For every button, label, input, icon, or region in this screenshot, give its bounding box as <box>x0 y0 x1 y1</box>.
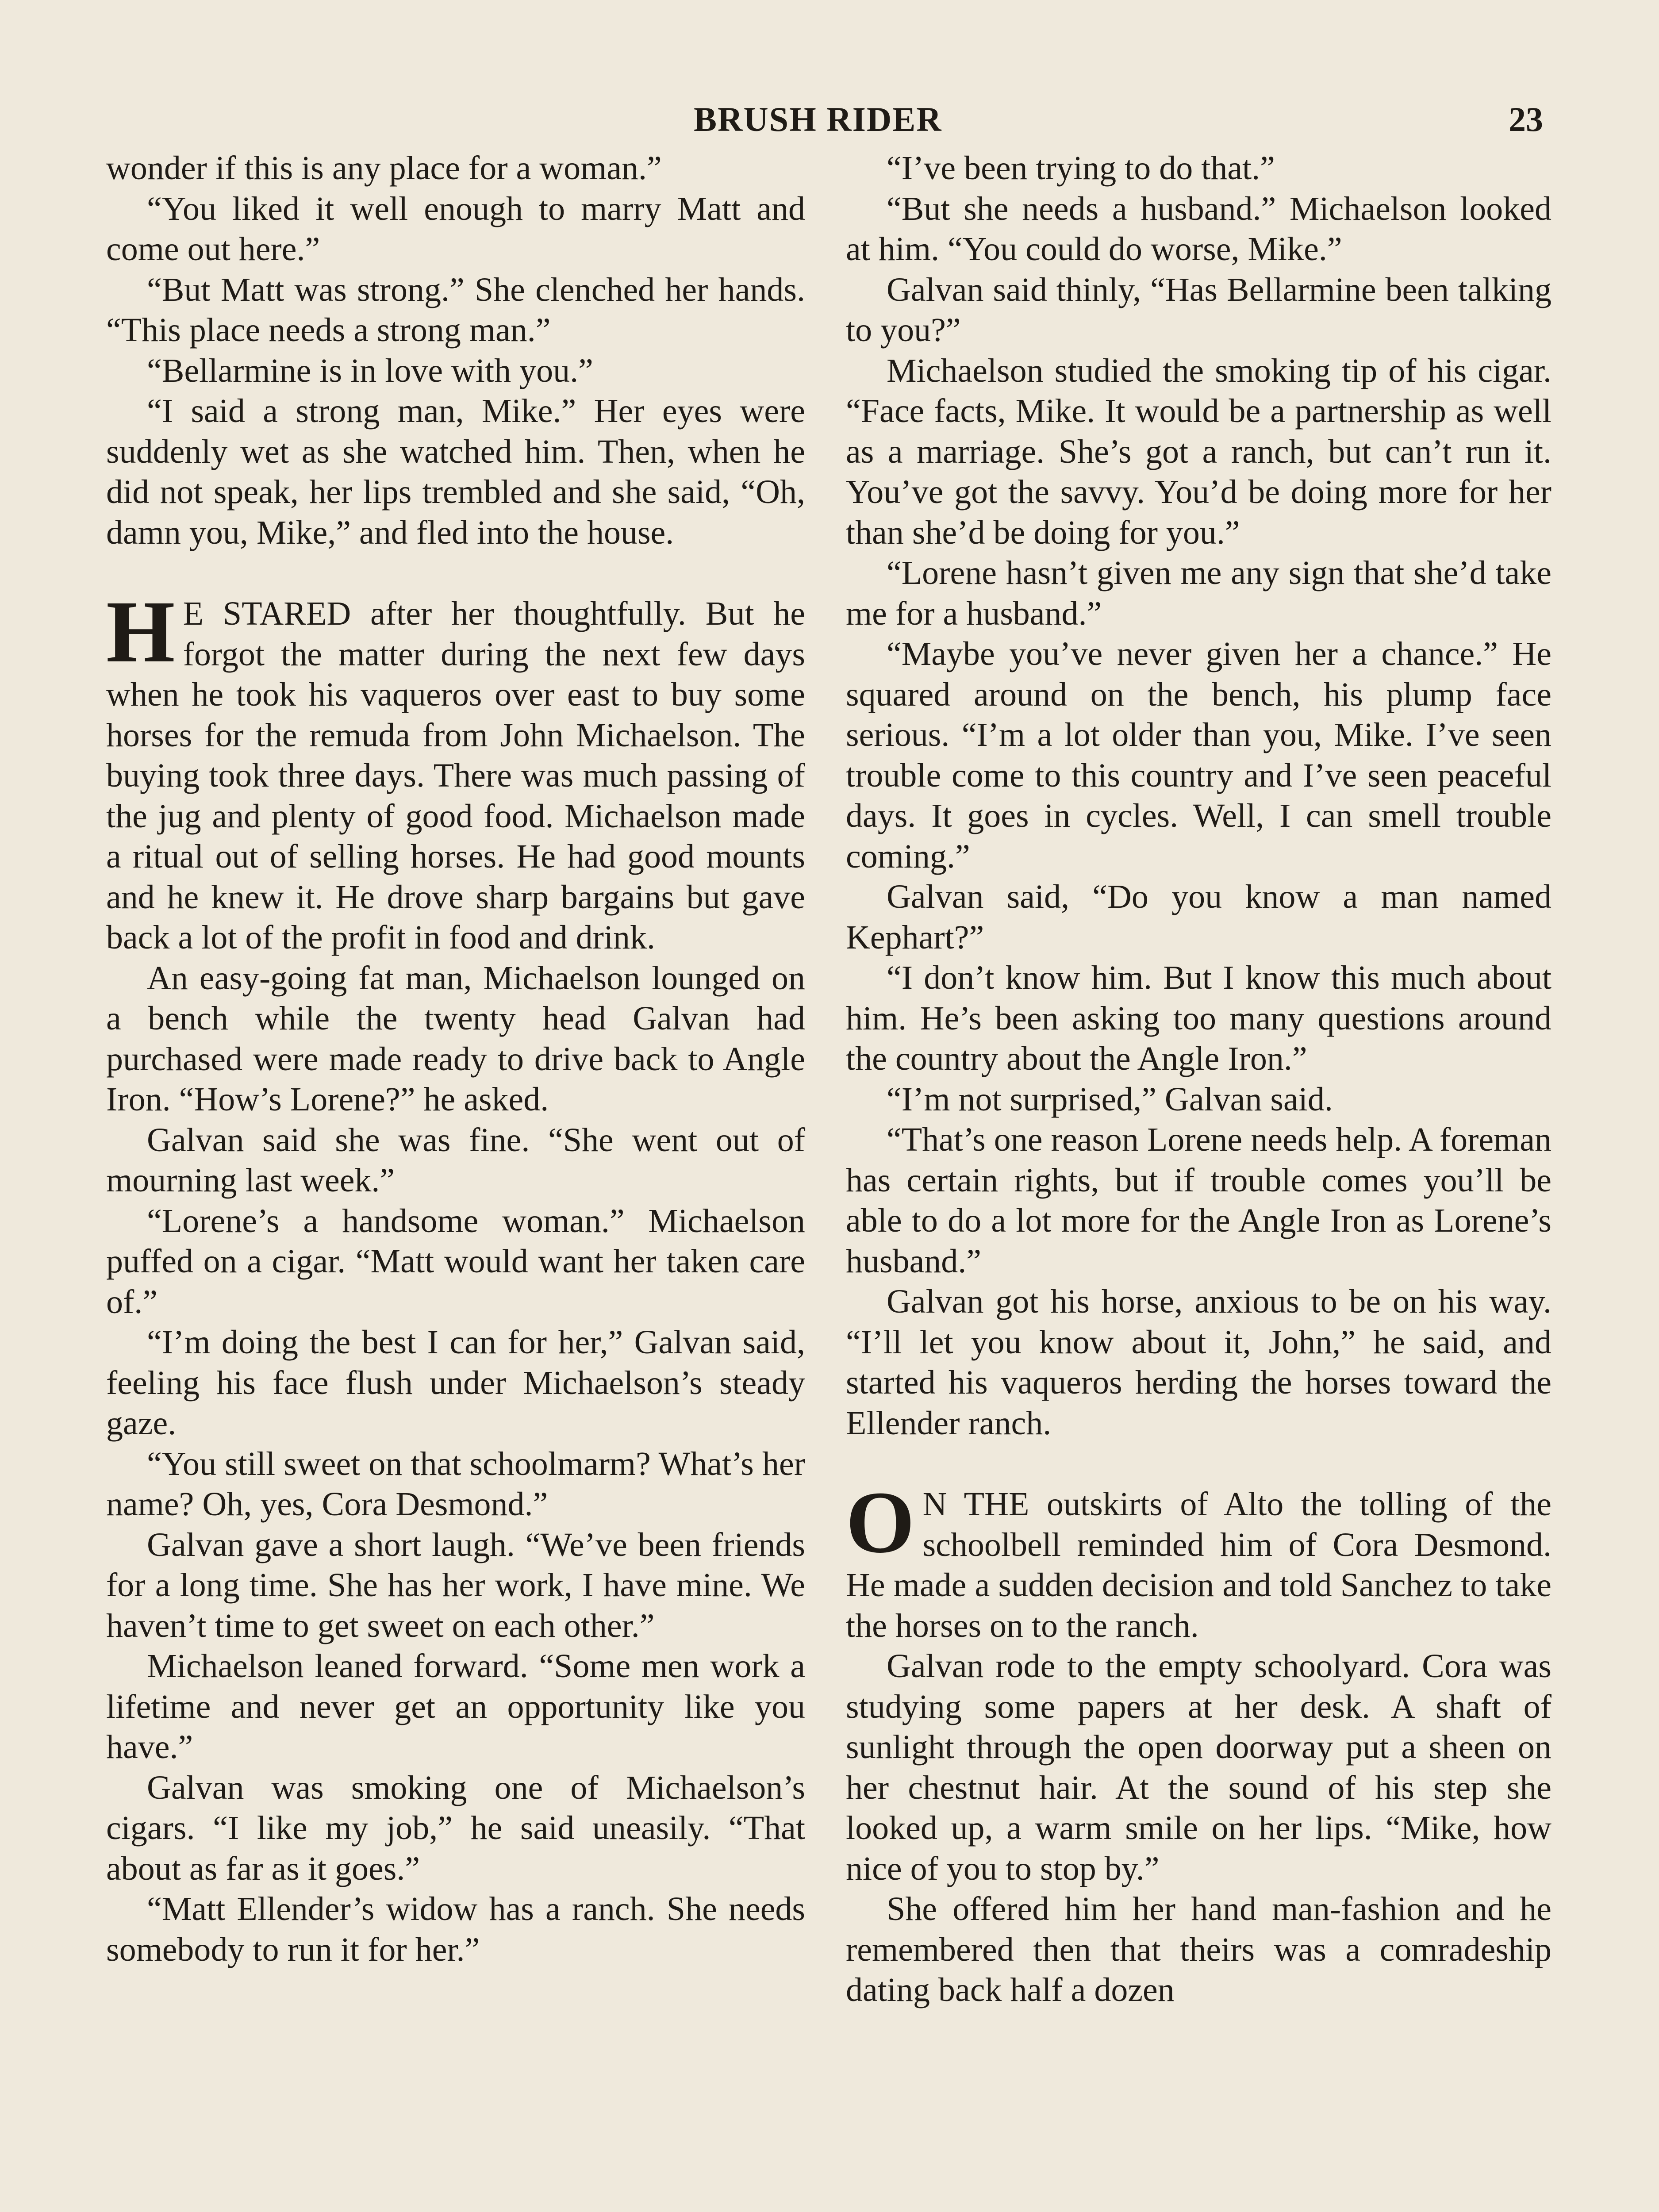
paragraph: “Lorene hasn’t given me any sign that she’d take me for a husband.” <box>846 554 1551 632</box>
paragraph: “You liked it well enough to marry Matt and come out here.” <box>106 190 805 268</box>
paragraph: An easy-going fat man, Michaelson lounged on a bench while the twenty head Galvan had purchased were made ready to drive back to Angle Iron. “How’s Lorene?” he asked. <box>106 959 805 1118</box>
paragraph: Galvan rode to the empty schoolyard. Cora was studying some papers at her desk. A shaft of sunlight through the open doorway put a sheen on her chestnut hair. At the sound of his step she looked up, a warm smile on her lips. “Mike, how nice of you to stop by.” <box>846 1647 1551 1887</box>
paragraph: “I don’t know him. But I know this much about him. He’s been asking too many questions around the country about the Angle Iron.” <box>846 959 1551 1077</box>
paragraph-text: E STARED after her thoughtfully. But he forgot the matter during the next few days when he took his vaqueros over east to buy some horses for the remuda from John Michaelson. The buying took three days. There was much passing of the jug and plenty of good food. Michaelson made a ritual out of selling horses. He had good mounts and he knew it. He drove sharp bargains but gave back a lot of the profit in food and drink. <box>106 595 805 956</box>
page-header <box>0 100 1659 148</box>
drop-cap: O <box>846 1474 915 1571</box>
paragraph: “I’m not surprised,” Galvan said. <box>887 1080 1333 1118</box>
paragraph: “Maybe you’ve never given her a chance.” He squared around on the bench, his plump face serious. “I’m a lot older than you, Mike. I’ve seen trouble come to this country and I’ve seen peaceful days. It goes in cycles. Well, I can smell trouble coming.” <box>846 635 1551 875</box>
paragraph: wonder if this is any place for a woman.” <box>106 150 662 187</box>
paragraph: She offered him her hand man-fashion and he remembered then that theirs was a comradeship dating back half a dozen <box>846 1890 1551 2008</box>
paragraph: “But Matt was strong.” She clenched her hands. “This place needs a strong man.” <box>106 271 805 349</box>
paragraph: Michaelson studied the smoking tip of his cigar. “Face facts, Mike. It would be a partnership as well as a marriage. She’s got a ranch, but can’t run it. You’ve got the savvy. You’d be doing more for her than she’d be doing for you.” <box>846 352 1551 551</box>
paragraph: Galvan was smoking one of Michaelson’s cigars. “I like my job,” he said uneasily. “That about as far as it goes.” <box>106 1769 805 1887</box>
paragraph: Michaelson leaned forward. “Some men work a lifetime and never get an opportunity like you have.” <box>106 1647 805 1766</box>
paragraph: Galvan said thinly, “Has Bellarmine been talking to you?” <box>846 271 1551 349</box>
paragraph: “Lorene’s a handsome woman.” Michaelson puffed on a cigar. “Matt would want her taken care of.” <box>106 1202 805 1321</box>
left-column <box>106 148 805 1970</box>
paragraph: Galvan said she was fine. “She went out of mourning last week.” <box>106 1121 805 1199</box>
section-opening-paragraph <box>846 1474 1551 1646</box>
running-title: BRUSH RIDER <box>694 100 942 138</box>
paragraph: “But she needs a husband.” Michaelson looked at him. “You could do worse, Mike.” <box>846 190 1551 268</box>
paragraph: Galvan said, “Do you know a man named Kephart?” <box>846 878 1551 956</box>
page-number: 23 <box>1509 100 1543 138</box>
section-opening-paragraph <box>106 583 805 958</box>
right-column <box>846 148 1551 2011</box>
paragraph-text: N THE outskirts of Alto the tolling of the schoolbell reminded him of Cora Desmond. He made a sudden decision and told Sanchez to take the horses on to the ranch. <box>846 1486 1551 1644</box>
paragraph: “That’s one reason Lorene needs help. A foreman has certain rights, but if trouble comes you’ll be able to do a lot more for the Angle Iron as Lorene’s husband.” <box>846 1121 1551 1280</box>
drop-cap: H <box>106 583 175 681</box>
paragraph: “Bellarmine is in love with you.” <box>147 352 593 389</box>
paragraph: “I’m doing the best I can for her,” Galvan said, feeling his face flush under Michaelson’s steady gaze. <box>106 1324 805 1442</box>
paragraph: Galvan got his horse, anxious to be on his way. “I’ll let you know about it, John,” he said, and started his vaqueros herding the horses toward the Ellender ranch. <box>846 1283 1551 1442</box>
paragraph: “Matt Ellender’s widow has a ranch. She needs somebody to run it for her.” <box>106 1890 805 1968</box>
paragraph: Galvan gave a short laugh. “We’ve been friends for a long time. She has her work, I have mine. We haven’t time to get sweet on each other.” <box>106 1526 805 1644</box>
paragraph: “I said a strong man, Mike.” Her eyes were suddenly wet as she watched him. Then, when he did not speak, her lips trembled and she said, “Oh, damn you, Mike,” and fled into the house. <box>106 392 805 551</box>
paragraph: “You still sweet on that schoolmarm? What’s her name? Oh, yes, Cora Desmond.” <box>106 1445 805 1523</box>
paragraph: “I’ve been trying to do that.” <box>887 150 1275 187</box>
